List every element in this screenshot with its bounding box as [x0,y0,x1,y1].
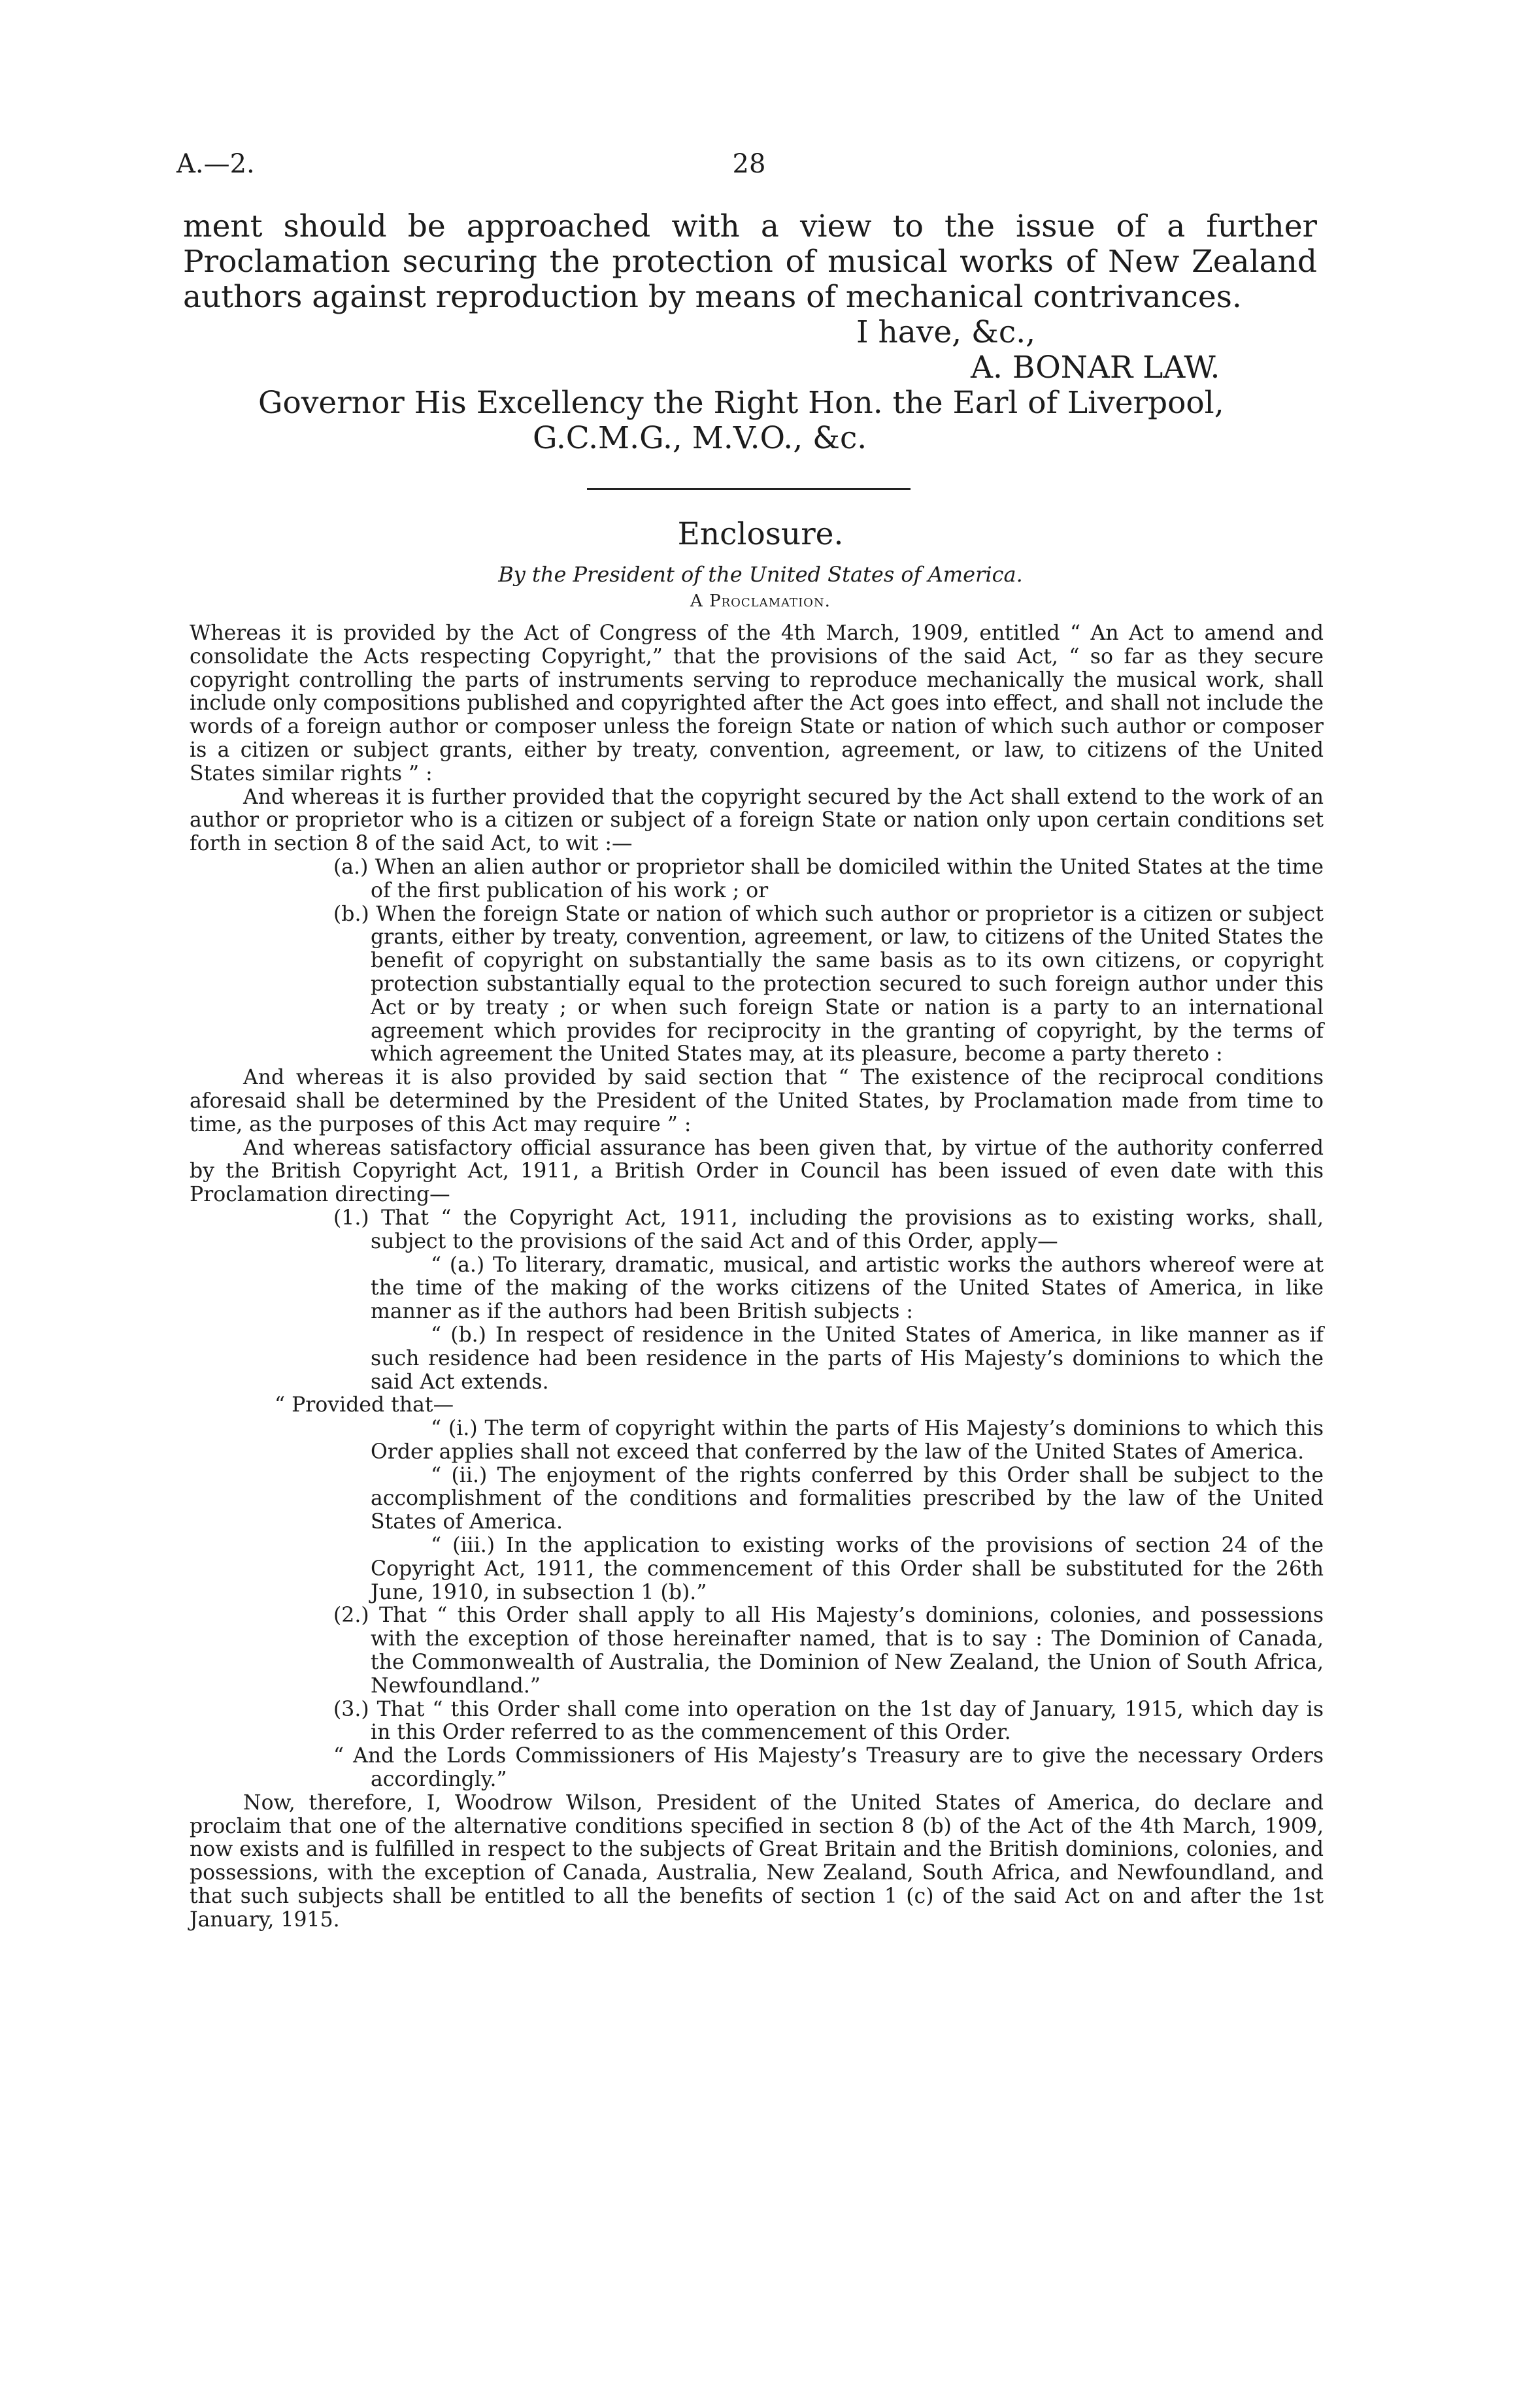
page-number: 28 [732,149,766,179]
order-clause-3: (3.) That “ this Order shall come into operation on the 1st day of January, 1915, which day is in this Order referred to as the commencement of this Order. [333,1697,1324,1745]
letter-closing: I have, &c., [856,314,1036,350]
section-divider [587,488,911,490]
proviso-iii: “ (iii.) In the application to existing works of the provisions of section 24 of the Copyright Act, 1911, the commencement of this Order shall be substituted for the 26th June, 1910, in subsection 1 (b).” [371,1534,1324,1604]
lords-commissioners: “ And the Lords Commissioners of His Majesty’s Treasury are to give the necessary Orders accordingly.” [333,1744,1324,1792]
addressee-line-1: Governor His Excellency the Right Hon. the Earl of Liverpool, [258,385,1224,421]
document-reference: A.—2. [176,149,255,179]
order-clause-1: (1.) That “ the Copyright Act, 1911, including the provisions as to existing works, shall, subject to the provisions of the said Act and of this Order, apply— [333,1206,1324,1253]
proviso-i: “ (i.) The term of copyright within the parts of His Majesty’s dominions to which this Order applies shall not exceed that conferred by the law of the United States of America. [371,1417,1324,1464]
addressee-line-2: G.C.M.G., M.V.O., &c. [533,420,867,456]
order-clause-1b: “ (b.) In respect of residence in the United States of America, in like manner as if such residence had been residence in the parts of His Majesty’s dominions to which the said Act extends. [371,1323,1324,1394]
enclosure-heading: Enclosure. [677,516,844,552]
order-clause-2: (2.) That “ this Order shall apply to all His Majesty’s dominions, colonies, and possessions with the exception of those hereinafter named, that is to say : The Dominion of Canada, the Commonwealth of Australia, the Dominion of New Zealand, the Union of South Africa, Newfoundland.” [333,1604,1324,1698]
paragraph-now-therefore: Now, therefore, I, Woodrow Wilson, President of the United States of America, do declare and proclaim that one of the alternative conditions specified in section 8 (b) of the Act of the 4th March, 1909, now exists and is fulfilled in respect to the subjects of Great Britain and the British dominions, colonies, and possessions, with the exception of Canada, Australia, New Zealand, South Africa, and Newfoundland, and that such subjects shall be entitled to all the benefits of section 1 (c) of the said Act on and after the 1st January, 1915. [190,1790,1324,1932]
paragraph-also-provided: And whereas it is also provided by said section that “ The existence of the reciprocal conditions aforesaid shall be determined by the President of the United States, by Proclamation made from time to time, as the purposes of this Act may require ” : [190,1066,1324,1136]
page-header [176,149,1322,188]
proclamation-body [190,622,1324,1932]
provided-that: “ Provided that— [275,1393,454,1417]
condition-b: (b.) When the foreign State or nation of which such author or proprietor is a citizen or subject grants, either by treaty, convention, agreement, or law, to citizens of the United States the benefit of copyright on substantially the same basis as to its own citizens, or copyright protection substantially equal to the protection secured to such foreign author under this Act or by treaty ; or when such foreign State or nation is a party to an international agreement which provides for reciprocity in the granting of copyright, by the terms of which agreement the United States may, at its pleasure, become a party thereto : [333,902,1324,1066]
letter-text: ment should be approached with a view to the issue of a further Proclamation securing the protection of musical works of New Zealand authors against reproduction by means of mechanical contrivances. [183,208,1317,315]
letter-ending [183,209,1317,456]
condition-a: (a.) When an alien author or proprietor shall be domiciled within the United States at the time of the first publication of his work ; or [333,855,1324,902]
proclamation-title: A Proclamation. [690,591,831,611]
order-clause-1a: “ (a.) To literary, dramatic, musical, and artistic works the authors whereof were at the time of the making of the works citizens of the United States of America, in like manner as if the authors had been British subjects : [371,1253,1324,1324]
enclosure-byline: By the President of the United States of America. [498,562,1023,587]
paragraph-assurance: And whereas satisfactory official assurance has been given that, by virtue of the authority conferred by the British Copyright Act, 1911, a British Order in Council has been issued of even date with this Proclamation directing— [190,1136,1324,1207]
proviso-ii: “ (ii.) The enjoyment of the rights conferred by this Order shall be subject to the accomplishment of the conditions and formalities prescribed by the law of the United States of America. [371,1463,1324,1534]
paragraph-whereas: Whereas it is provided by the Act of Congress of the 4th March, 1909, entitled “ An Act to amend and consolidate the Acts respecting Copyright,” that the provisions of the said Act, “ so far as they secure copyright controlling the parts of instruments serving to reproduce mechanically the musical work, shall include only compositions published and copyrighted after the Act goes into effect, and shall not include the words of a foreign author or composer unless the foreign State or nation of which such author or composer is a citizen or subject grants, either by treaty, convention, agreement, or law, to citizens of the United States similar rights ” : [190,621,1324,785]
paragraph-further-provided: And whereas it is further provided that the copyright secured by the Act shall extend to the work of an author or proprietor who is a citizen or subject of a foreign State or nation only upon certain conditions set forth in section 8 of the said Act, to wit :— [190,785,1324,856]
letter-signature: A. BONAR LAW. [971,350,1220,386]
